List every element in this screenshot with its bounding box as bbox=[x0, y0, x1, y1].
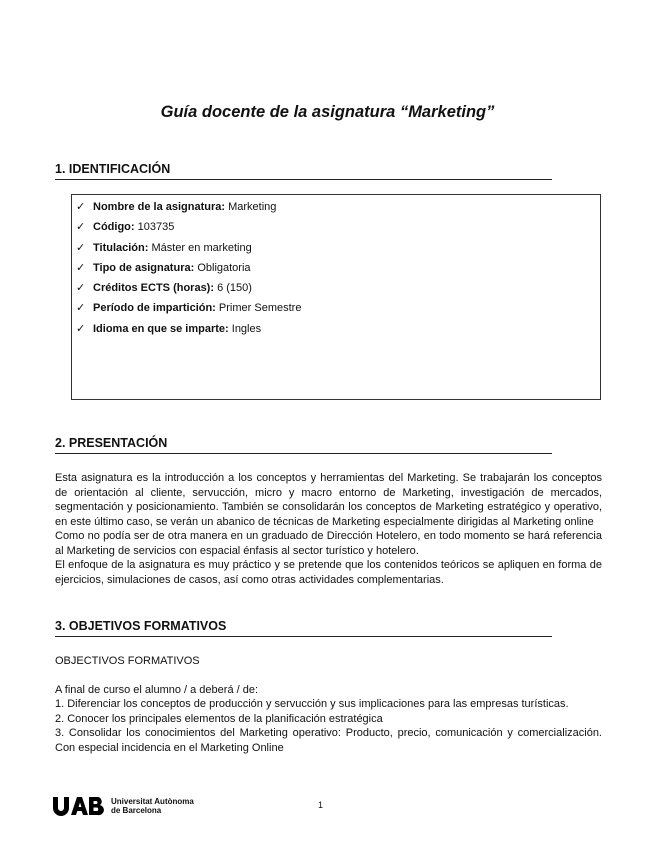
uab-logo bbox=[52, 796, 194, 816]
list-item bbox=[72, 217, 600, 237]
item-label: Tipo de asignatura: bbox=[93, 261, 195, 274]
university-name bbox=[111, 797, 194, 816]
item-value: 6 (150) bbox=[214, 282, 252, 295]
list-item: 2. Conocer los principales elementos de la planificación estratégica bbox=[55, 712, 383, 725]
list-item bbox=[72, 238, 600, 258]
list-item bbox=[72, 197, 600, 217]
objectives-subheading: OBJECTIVOS FORMATIVOS bbox=[55, 655, 200, 667]
university-name-line: Universitat Autònoma bbox=[111, 796, 194, 806]
paragraph: El enfoque de la asignatura es muy práctico y se pretende que los contenidos teóricos se apliquen en forma de ejercicios, simulaciones de casos, así como otras actividades complementarias. bbox=[55, 559, 602, 586]
item-label: Créditos ECTS (horas): bbox=[93, 282, 215, 295]
university-name-line: de Barcelona bbox=[111, 806, 162, 815]
item-value: Obligatoria bbox=[194, 261, 251, 274]
paragraph: Esta asignatura es la introducción a los conceptos y herramientas del Marketing. Se trabajarán los conceptos de orientación al cliente, servucción, micro y macro entorno de Marketing, investigación de mercados, segmentación y posicionamiento. También se consolidarán los conceptos de Marketing estratégico y operativo, en este último caso, se verán un abanico de técnicas de Marketing especialmente dirigidas al Marketing online bbox=[55, 472, 602, 528]
item-label: Código: bbox=[93, 221, 135, 234]
page-number: 1 bbox=[318, 800, 324, 810]
item-label: Nombre de la asignatura: bbox=[93, 201, 226, 213]
item-value: Máster en marketing bbox=[148, 241, 252, 254]
checkmark-icon: ✓ bbox=[76, 221, 86, 234]
document-title: Guía docente de la asignatura “Marketing” bbox=[160, 103, 495, 121]
list-item bbox=[72, 319, 600, 339]
identification-box bbox=[71, 194, 601, 400]
list-item: 1. Diferenciar los conceptos de producción y servucción y sus implicaciones para las empresas turísticas. bbox=[55, 698, 569, 710]
item-label: Idioma en que se imparte: bbox=[93, 322, 229, 335]
objectives-intro: A final de curso el alumno / a deberá / de: bbox=[55, 684, 259, 696]
item-label: Período de impartición: bbox=[93, 302, 216, 315]
uab-logo-icon bbox=[52, 796, 106, 816]
objectives-list bbox=[55, 697, 602, 755]
list-item bbox=[72, 298, 600, 318]
item-value: Marketing bbox=[225, 201, 277, 213]
paragraph: Como no podía ser de otra manera en un graduado de Dirección Hotelero, en todo momento se hará referencia al Marketing de servicios con espacial énfasis al sector turístico y hotelero. bbox=[55, 530, 602, 557]
checkmark-icon: ✓ bbox=[76, 261, 86, 274]
identification-list bbox=[72, 195, 600, 339]
section-heading-presentacion: 2. PRESENTACIÓN bbox=[55, 436, 552, 454]
checkmark-icon: ✓ bbox=[76, 282, 86, 295]
list-item bbox=[72, 278, 600, 298]
item-value: Ingles bbox=[228, 322, 262, 335]
checkmark-icon: ✓ bbox=[76, 322, 86, 335]
item-value: Primer Semestre bbox=[215, 302, 302, 315]
item-value: 103735 bbox=[134, 221, 175, 234]
list-item: 3. Consolidar los conocimientos del Marketing operativo: Producto, precio, comunicación y comercialización. Con especial incidencia en el Marketing Online bbox=[55, 727, 602, 754]
checkmark-icon: ✓ bbox=[76, 302, 86, 315]
section-heading-identificacion: 1. IDENTIFICACIÓN bbox=[55, 162, 552, 180]
presentation-text bbox=[55, 471, 602, 587]
svg-text:UAB: UAB bbox=[52, 796, 55, 797]
checkmark-icon: ✓ bbox=[76, 241, 86, 254]
section-heading-objetivos: 3. OBJETIVOS FORMATIVOS bbox=[55, 619, 552, 637]
checkmark-icon: ✓ bbox=[76, 201, 86, 213]
item-label: Titulación: bbox=[93, 241, 149, 254]
list-item bbox=[72, 258, 600, 278]
